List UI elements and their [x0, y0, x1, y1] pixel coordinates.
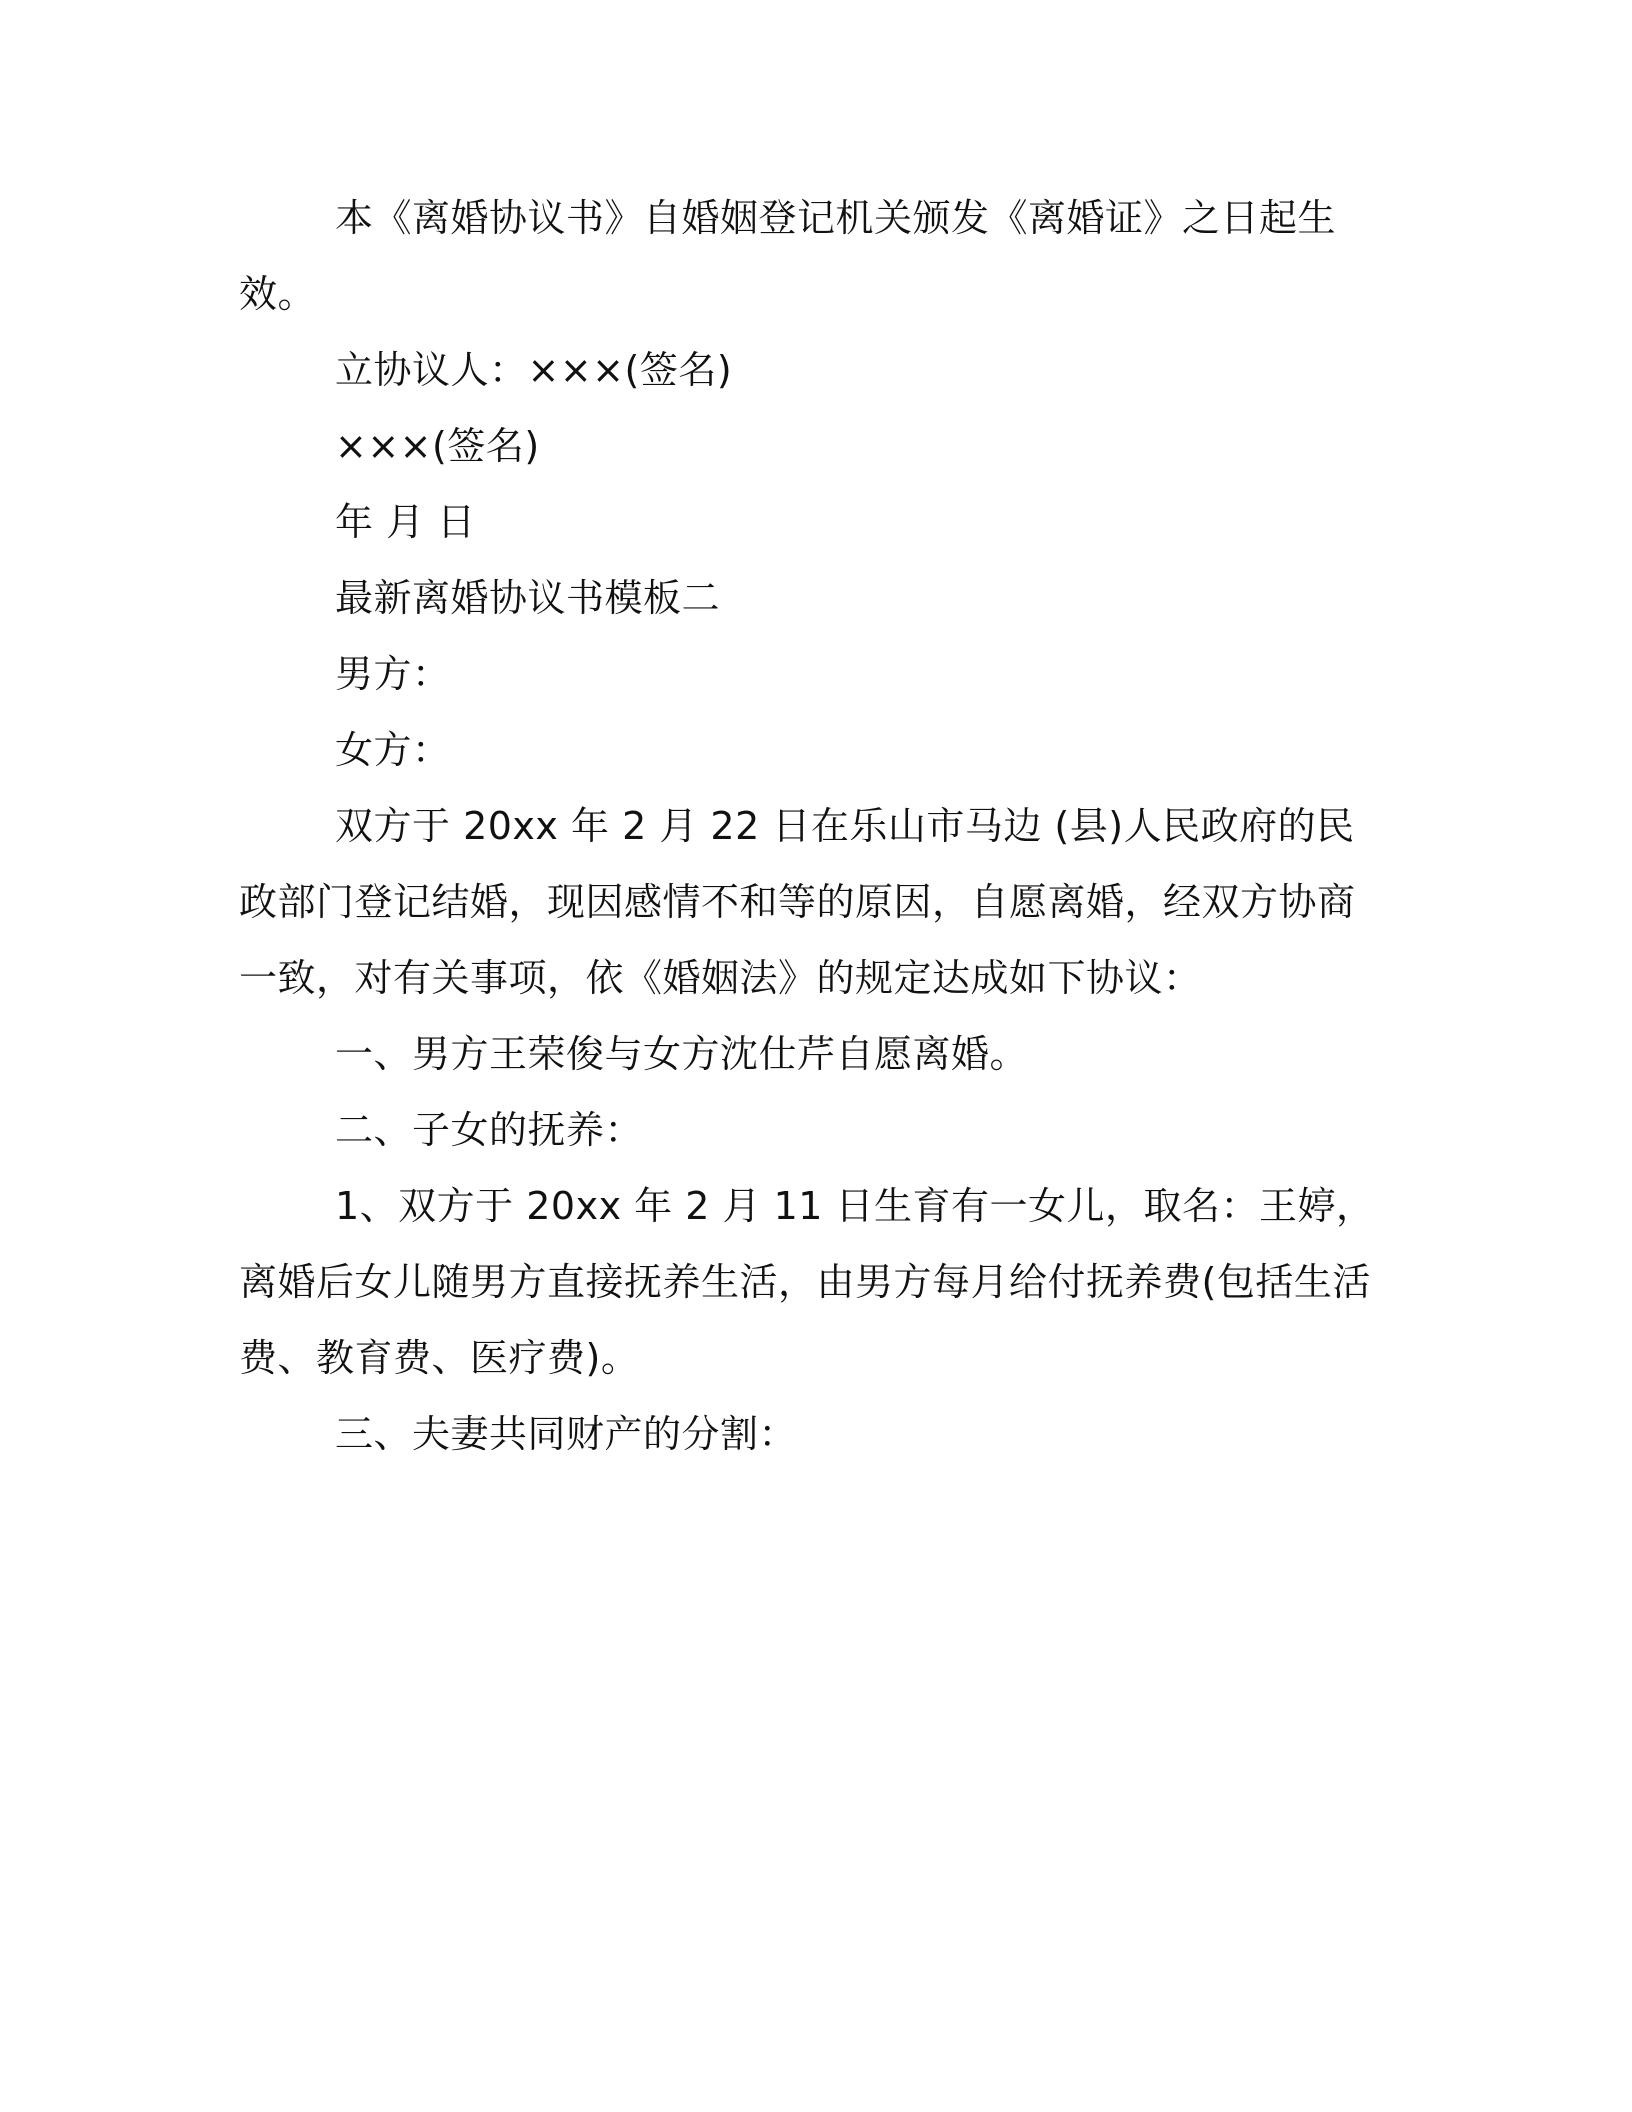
paragraph-signatory: 立协议人：×××(签名) — [335, 348, 733, 392]
paragraph-effective-clause: 本《离婚协议书》自婚姻登记机关颁发《离婚证》之日起生效。 — [239, 196, 1337, 316]
paragraph-clause-two-heading: 二、子女的抚养： — [335, 1108, 644, 1152]
paragraph-marriage-background: 双方于 20xx 年 2 月 22 日在乐山市马边 (县)人民政府的民政部门登记结婚，现因感情不和等的原因，自愿离婚，经双方协商一致，对有关事项，依《婚姻法》的规定达成如下协议： — [239, 804, 1356, 1000]
paragraph-male-party: 男方： — [335, 652, 451, 696]
paragraph-date: 年 月 日 — [335, 500, 476, 544]
paragraph-clause-three-heading: 三、夫妻共同财产的分割： — [335, 1412, 798, 1456]
document-body — [239, 180, 1379, 1472]
paragraph-signature: ×××(签名) — [335, 424, 540, 468]
paragraph-female-party: 女方： — [335, 728, 451, 772]
paragraph-template-title: 最新离婚协议书模板二 — [335, 576, 721, 620]
paragraph-clause-one: 一、男方王荣俊与女方沈仕芹自愿离婚。 — [335, 1032, 1029, 1076]
paragraph-child-custody: 1、双方于 20xx 年 2 月 11 日生育有一女儿，取名：王婷，离婚后女儿随男方直接抚养生活，由男方每月给付抚养费(包括生活费、教育费、医疗费)。 — [239, 1184, 1375, 1380]
